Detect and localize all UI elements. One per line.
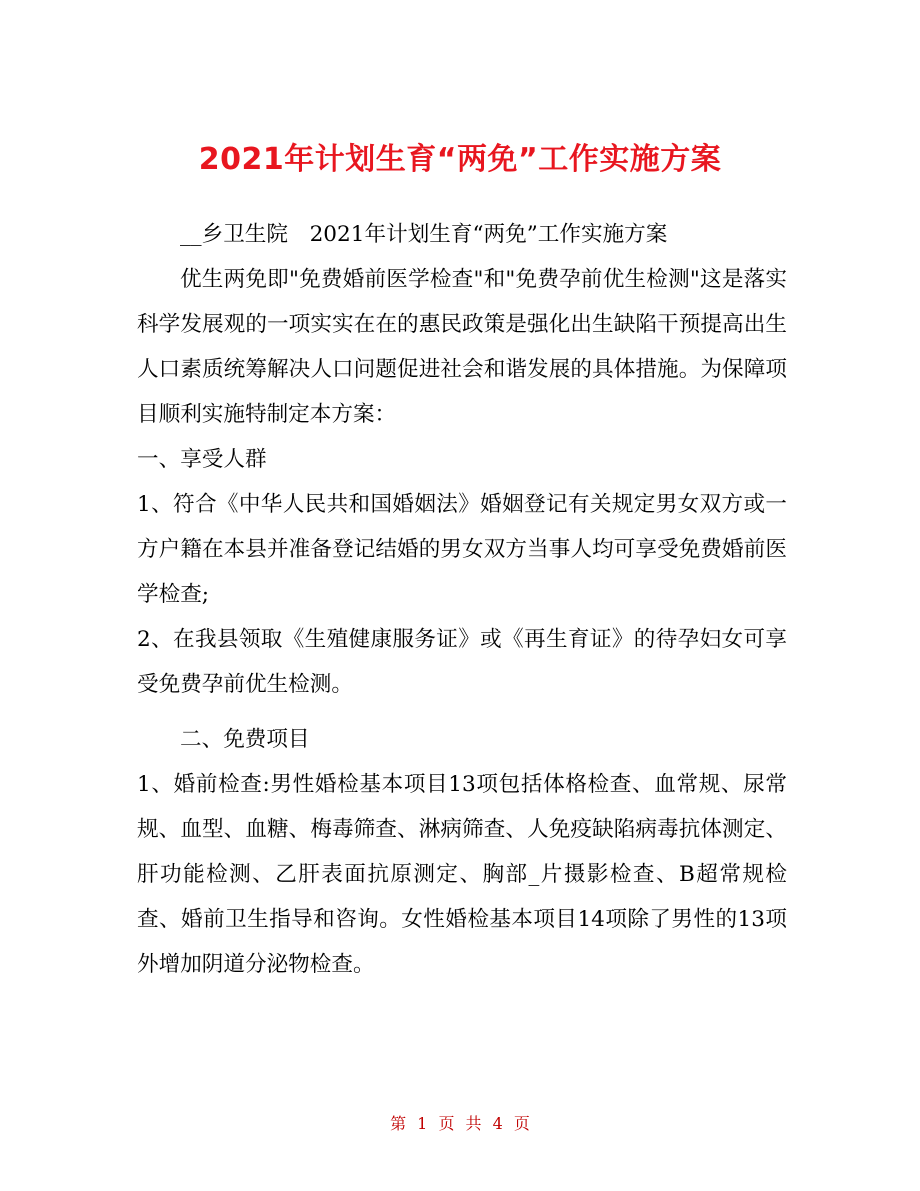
page-footer: 第 1 页 共 4 页 <box>390 1114 530 1133</box>
paragraph-eligibility-2: 2、在我县领取《生殖健康服务证》或《再生育证》的待孕妇女可享受免费孕前优生检测。 <box>137 627 787 697</box>
document-body <box>137 212 787 987</box>
paragraph-eligibility-1: 1、符合《中华人民共和国婚姻法》婚姻登记有关规定男女双方或一方户籍在本县并准备登记结婚的男女双方当事人均可享受免费婚前医学检查; <box>137 492 787 607</box>
paragraph-intro: 优生两免即"免费婚前医学检查"和"免费孕前优生检测"这是落实科学发展观的一项实实在在的惠民政策是强化出生缺陷干预提高出生人口素质统筹解决人口问题促进社会和谐发展的具体措施。为保障项目顺利实施特制定本方案： <box>137 267 787 427</box>
document-title: 2021年计划生育“两免”工作实施方案 <box>198 142 722 178</box>
section-heading-eligible-groups: 一、享受人群 <box>137 447 267 472</box>
section-heading-free-items: 二、免费项目 <box>180 727 310 752</box>
paragraph-heading-line: __乡卫生院 2021年计划生育“两免”工作实施方案 <box>180 222 668 247</box>
paragraph-premarital-exam: 1、婚前检查:男性婚检基本项目13项包括体格检查、血常规、尿常规、血型、血糖、梅毒筛查、淋病筛查、人免疫缺陷病毒抗体测定、肝功能检测、乙肝表面抗原测定、胸部_片摄影检查、B超常规检查、婚前卫生指导和咨询。女性婚检基本项目14项除了男性的13项外增加阴道分泌物检查。 <box>137 772 787 977</box>
